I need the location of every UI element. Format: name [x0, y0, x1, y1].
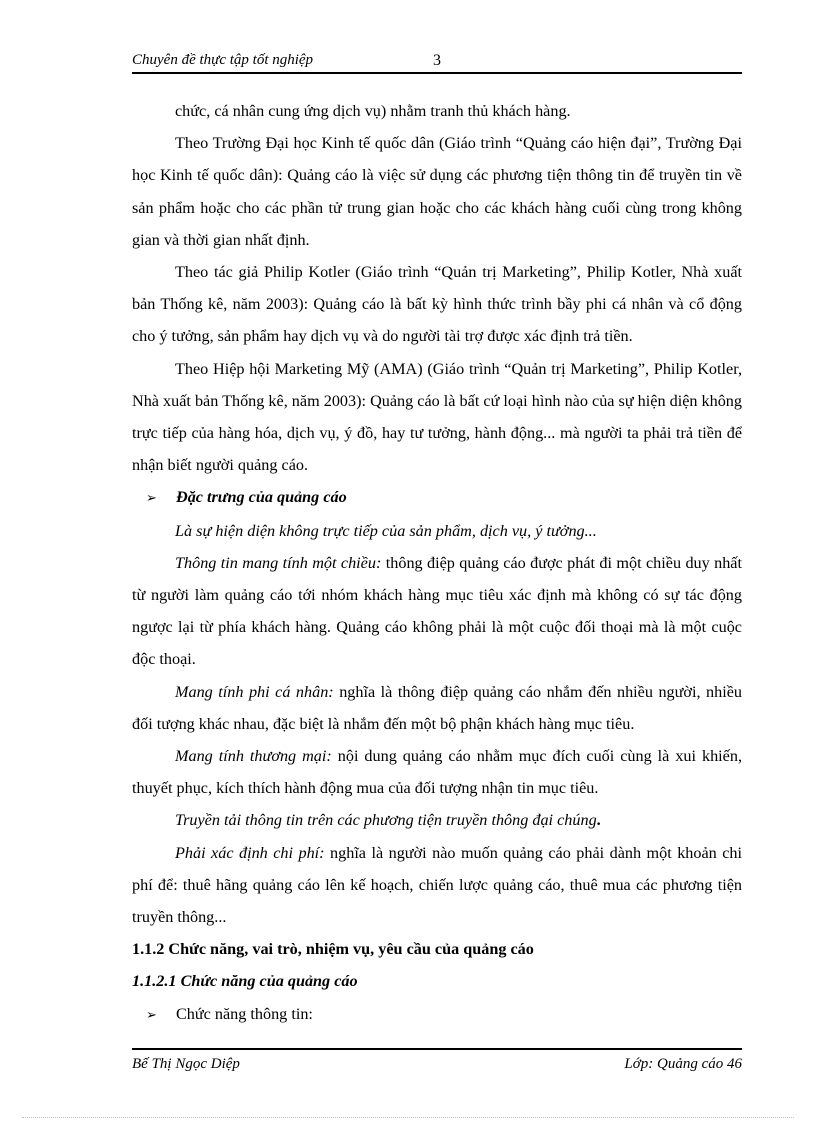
bullet-arrow-icon: ➢ — [146, 490, 157, 506]
feature-impersonal — [132, 676, 742, 740]
page-number: 3 — [433, 52, 441, 69]
feature-mass-media-end: . — [596, 811, 601, 830]
feature-mass-media-text: Truyền tải thông tin trên các phương tiện truyền thông đại chúng — [175, 811, 597, 830]
feature-one-way-text: thông điệp quảng cáo được phát đi một chiều duy nhất từ người làm quảng cáo tới nhóm khách hàng mục tiêu xác định mà không có sự tác động ngược lại từ phía khách hàng. Quảng cáo không phải là một cuộc đối thoại mà là một cuộc độc thoại. — [132, 553, 742, 669]
feature-commercial-label: Mang tính thương mại: — [175, 747, 332, 766]
bullet-arrow-icon: ➢ — [146, 1006, 157, 1022]
footer-author: Bế Thị Ngọc Diệp — [132, 1056, 240, 1072]
feature-cost-text: nghĩa là người nào muốn quảng cáo phải dành một khoản chi phí để: thuê hãng quảng cáo lên kế hoạch, chiến lược quảng cáo, thuê mua các phương tiện truyền thông... — [132, 843, 742, 927]
paragraph-ama-definition: Theo Hiệp hội Marketing Mỹ (AMA) (Giáo trình “Quản trị Marketing”, Philip Kotler, Nhà xuất bản Thống kê, năm 2003): Quảng cáo là bất cứ loại hình nào của sự hiện diện không trực tiếp của hàng hóa, dịch vụ, ý đồ, hay tư tưởng, hành động... mà người ta phải trả tiền để nhận biết người quảng cáo. — [132, 359, 742, 475]
feature-commercial — [132, 740, 742, 804]
feature-cost-label: Phải xác định chi phí: — [175, 843, 325, 862]
header-title: Chuyên đề thực tập tốt nghiệp — [132, 52, 314, 68]
feature-impersonal-label: Mang tính phi cá nhân: — [175, 682, 334, 701]
page-footer — [132, 1056, 742, 1078]
page-body — [132, 95, 742, 1031]
feature-cost — [132, 837, 742, 934]
footer-rule — [132, 1048, 742, 1050]
info-function-item — [132, 998, 742, 1031]
footer-class: Lớp: Quảng cáo 46 — [624, 1056, 742, 1072]
page-boundary — [22, 1117, 794, 1118]
paragraph-continuation: chức, cá nhân cung ứng dịch vụ) nhằm tranh thủ khách hàng. — [175, 102, 571, 120]
feature-one-way — [132, 547, 742, 676]
features-intro: Là sự hiện diện không trực tiếp của sản phẩm, dịch vụ, ý tưởng... — [175, 521, 597, 540]
header-rule — [132, 72, 742, 74]
paragraph-kotler-definition: Theo tác giả Philip Kotler (Giáo trình “Quản trị Marketing”, Philip Kotler, Nhà xuất bản Thống kê, năm 2003): Quảng cáo là bất kỳ hình thức trình bầy phi cá nhân và cổ động cho ý tưởng, sản phẩm hay dịch vụ và do người tài trợ được xác định trả tiền. — [132, 263, 742, 346]
info-function-text: Chức năng thông tin: — [176, 1004, 313, 1023]
page-header — [132, 52, 742, 74]
features-heading — [132, 481, 742, 514]
section-heading-1-1-2-1: 1.1.2.1 Chức năng của quảng cáo — [132, 972, 358, 991]
paragraph-neu-definition: Theo Trường Đại học Kinh tế quốc dân (Giáo trình “Quảng cáo hiện đại”, Trường Đại học Kinh tế quốc dân): Quảng cáo là việc sử dụng các phương tiện thông tin để truyền tin về sản phẩm hoặc cho các phần tử trung gian hoặc cho các khách hàng cuối cùng trong không gian và thời gian nhất định. — [132, 134, 742, 249]
feature-mass-media — [132, 804, 742, 836]
section-heading-1-1-2: 1.1.2 Chức năng, vai trò, nhiệm vụ, yêu cầu của quảng cáo — [132, 940, 534, 959]
feature-one-way-label: Thông tin mang tính một chiều: — [175, 553, 382, 572]
feature-impersonal-text: nghĩa là thông điệp quảng cáo nhắm đến nhiều người, nhiều đối tượng khác nhau, đặc biệt là nhắm đến một bộ phận khách hàng mục tiêu. — [132, 682, 742, 733]
feature-commercial-text: nội dung quảng cáo nhằm mục đích cuối cùng là xui khiến, thuyết phục, kích thích hành động mua của đối tượng nhận tin mục tiêu. — [132, 747, 742, 798]
features-heading-text: Đặc trưng của quảng cáo — [176, 488, 347, 507]
